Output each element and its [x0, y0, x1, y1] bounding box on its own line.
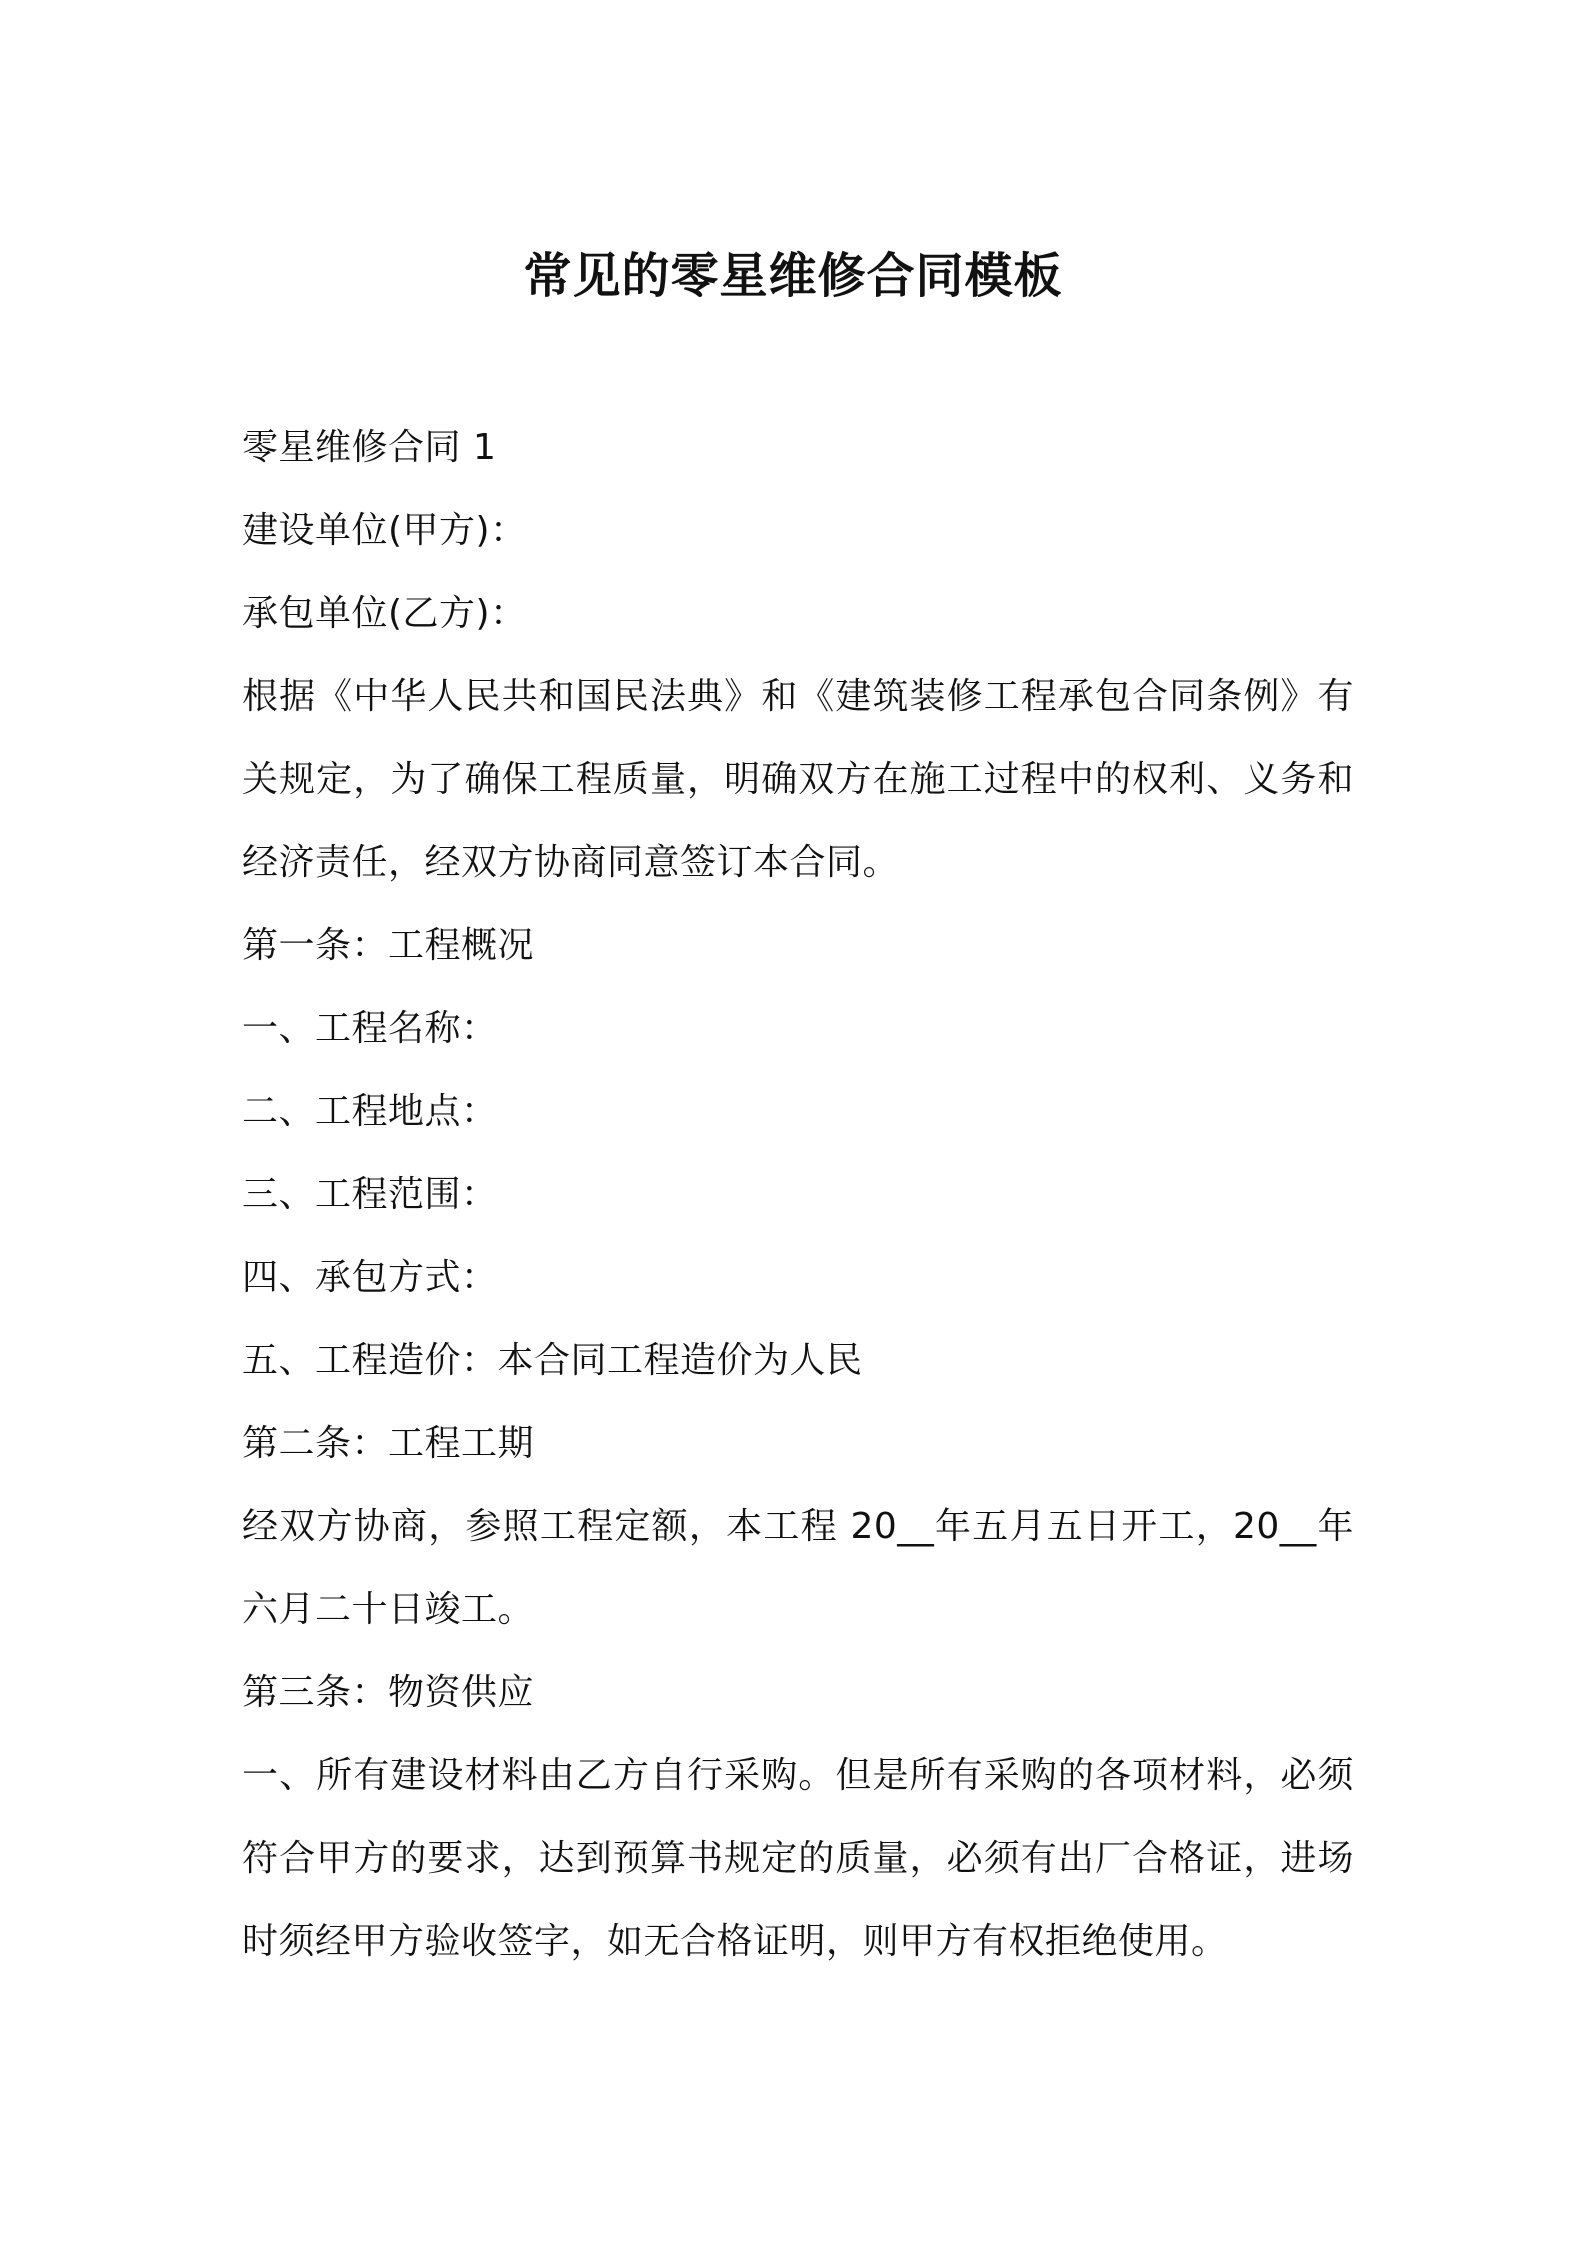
- contract-method-line: 四、承包方式：: [242, 1257, 498, 1298]
- article-one-heading: 第一条：工程概况: [242, 925, 535, 966]
- party-a-line: 建设单位(甲方)：: [242, 510, 527, 551]
- article-three-heading: 第三条：物资供应: [242, 1672, 535, 1713]
- article-two-heading: 第二条：工程工期: [242, 1423, 535, 1464]
- contract-heading: 零星维修合同 1: [242, 427, 497, 468]
- project-scope-line: 三、工程范围：: [242, 1174, 498, 1215]
- party-b-line: 承包单位(乙方)：: [242, 593, 527, 634]
- project-name-line: 一、工程名称：: [242, 1008, 498, 1049]
- project-location-line: 二、工程地点：: [242, 1091, 498, 1132]
- document-title: 常见的零星维修合同模板: [523, 248, 1063, 305]
- schedule-paragraph: 经双方协商，参照工程定额，本工程 20__年五月五日开工，20__年六月二十日竣工。: [242, 1506, 1354, 1630]
- materials-paragraph: 一、所有建设材料由乙方自行采购。但是所有采购的各项材料，必须符合甲方的要求，达到预算书规定的质量，必须有出厂合格证，进场时须经甲方验收签字，如无合格证明，则甲方有权拒绝使用。: [242, 1755, 1354, 1962]
- preamble-paragraph: 根据《中华人民共和国民法典》和《建筑装修工程承包合同条例》有关规定，为了确保工程质量，明确双方在施工过程中的权利、义务和经济责任，经双方协商同意签订本合同。: [242, 676, 1354, 883]
- document-body: [242, 406, 1354, 1983]
- project-cost-line: 五、工程造价：本合同工程造价为人民: [242, 1340, 863, 1381]
